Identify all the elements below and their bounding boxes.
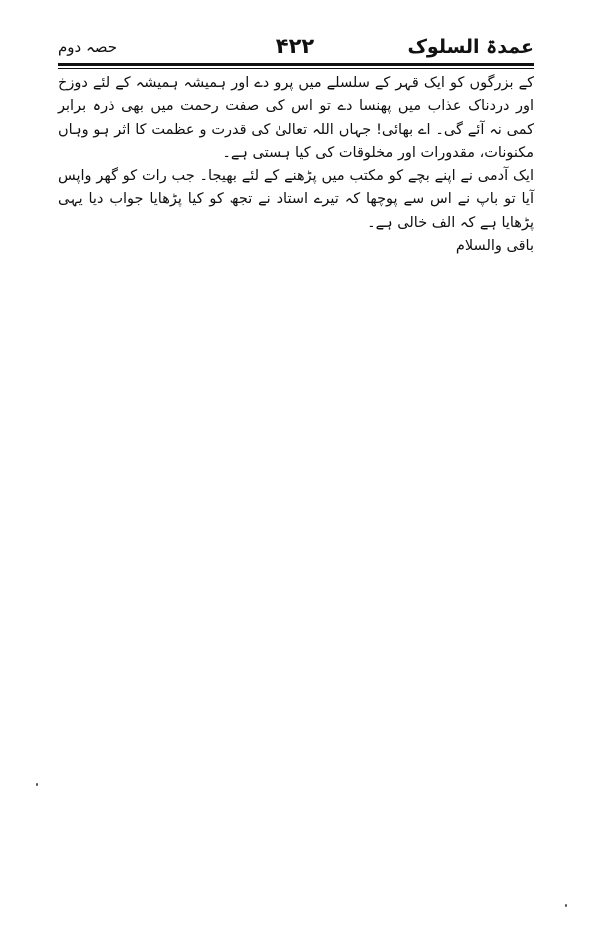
page-header: [58, 34, 534, 62]
paragraph-2: ایک آدمی نے اپنے بچے کو مکتب میں پڑھنے کے لئے بھیجا۔ جب رات کو گھر واپس آیا تو باپ نے اس سے پوچھا کہ تیرے استاد نے تجھ کو کیا پڑھایا جواب دیا یہی پڑھایا ہے کہ الف خالی ہے۔: [58, 168, 534, 231]
header-rule-thin: [58, 68, 534, 69]
page-number: ۴۲۲: [275, 34, 315, 58]
book-title: عمدۃ السلوک: [407, 36, 534, 58]
scan-speck: [36, 783, 38, 786]
part-label: حصہ دوم: [58, 38, 118, 56]
paragraph-1: کے بزرگوں کو ایک قہر کے سلسلے میں پرو دے اور ہمیشہ ہمیشہ کے لئے دوزخ اور دردناک عذاب میں پھنسا دے تو اس کی صفت رحمت میں بھی ذرہ برابر کمی نہ آئے گی۔ اے بھائی! جہاں اللہ تعالیٰ کی قدرت و عظمت کا اثر ہو وہاں مکنونات، مقدورات اور مخلوقات کی کیا ہستی ہے۔: [58, 75, 534, 161]
scan-speck: [565, 904, 567, 907]
body-text: [58, 72, 534, 258]
closing-salutation: باقی والسلام: [455, 238, 534, 255]
header-rule-thick: [58, 63, 534, 66]
